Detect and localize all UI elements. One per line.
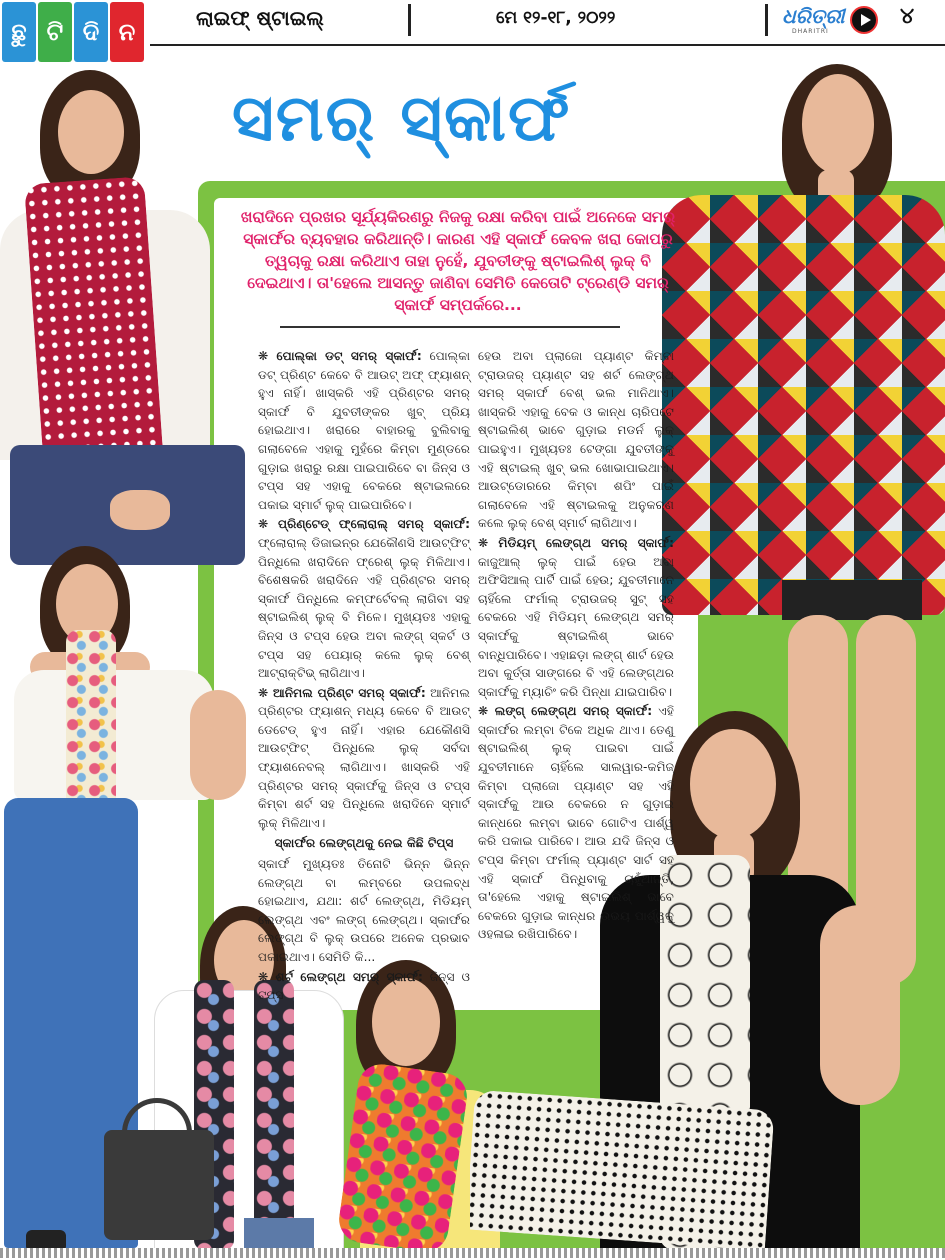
article-paragraph — [258, 684, 470, 833]
logo-tile: ଦି — [74, 2, 108, 62]
header-divider — [408, 4, 411, 36]
page-number: ୪ — [900, 4, 915, 29]
article-paragraph — [258, 968, 470, 1005]
article-paragraph: ହେଉ ଅବା ପ୍ଲାଜୋ ପ୍ୟାଣ୍ଟ କିମ୍ବା ଟ୍ରାଉଜର୍ ପ୍ୟାଣ୍ଟ ସହ ଶର୍ଟ ଲେଙ୍ଗ୍‌ଥ ସମର୍ ସ୍କାର୍ଫ ବେଶ୍ ଭଲ ମାନିଥାଏ। ଖାସ୍‌କରି ଏହାକୁ ବେକ ଓ କାନ୍ଧ ଚାରିପଟେ ଷ୍ଟାଇଲିଶ୍ ଭାବେ ଗୁଡ଼ାଇ ମଡର୍ନ ଲୁକ୍ ପାଇହୁଏ। ମୁଖ୍ୟତଃ ଟେଙ୍ଗା ଯୁବତୀଙ୍କୁ ଏହି ଷ୍ଟାଇଲ୍ ଖୁବ୍ ଭଲ ଖୋଭାପାଇଥାଏ। ଆଉଟ୍‌ଡୋରରେ କିମ୍ବା ଶପିଂ ପାଇଁ ଗଲାବେଳେ ଏହି ଷ୍ଟାଇଲକୁ ଅନୁକରଣ କଲେ ଲୁକ୍ ବେଶ୍ ସ୍ମାର୍ଟ ଲାଗିଥାଏ। — [478, 349, 674, 531]
paragraph-subhead: ❋ ଆନିମଲ ପ୍ରିଣ୍ଟ ସମର୍ ସ୍କାର୍ଫ: — [258, 685, 426, 700]
masthead — [0, 0, 945, 46]
page-footer-bars — [0, 1248, 945, 1258]
brand-logo: ଧରିତ୍ରୀ — [782, 4, 845, 28]
article-paragraph — [258, 515, 470, 682]
paragraph-text: ଆନିମଲ ପ୍ରିଣ୍ଟର ଫ୍ୟାଶନ୍ ମଧ୍ୟ କେବେ ବି ଆଉଟ୍ ଡେଟେଡ୍ ହୁଏ ନାହିଁ। ଏହାର ଯେକୌଣସି ଆଉଟ୍‌ଫିଟ୍ ପିନ୍ଧିଲେ ଲୁକ୍ ସର୍ବଦା ଫ୍ୟାଶନେବଲ୍ ଲାଗିଥାଏ। ଖାସ୍‌କରି ଏହି ପ୍ରିଣ୍ଟର ସମର୍ ସ୍କାର୍ଫକୁ ଜିନ୍ସ ଓ ଟପ୍ସ କିମ୍ବା ଶର୍ଟ ସହ ପିନ୍ଧିଲେ ଖରାଦିନେ ସ୍ମାର୍ଟ ଲୁକ୍ ମିଳିଥାଏ। — [258, 685, 471, 830]
article-paragraph — [478, 534, 674, 701]
article-paragraph — [478, 702, 674, 944]
article-intro: ଖରାଦିନେ ପ୍ରଖର ସୂର୍ଯ୍ୟକିରଣରୁ ନିଜକୁ ରକ୍ଷା କରିବା ପାଇଁ ଅନେକେ ସମର୍ ସ୍କାର୍ଫର ବ୍ୟବହାର କରିଥାନ୍ତି। କାରଣ ଏହି ସ୍କାର୍ଫ କେବଳ ଖରା କୋପରୁ ତ୍ୱଚାକୁ ରକ୍ଷା କରିଥାଏ ତାହା ନୁହେଁ, ଯୁବତୀଙ୍କୁ ଷ୍ଟାଇଲିଶ୍ ଲୁକ୍ ବି ଦେଇଥାଏ। ତା'ହେଲେ ଆସନ୍ତୁ ଜାଣିବା ସେମିତି କେତୋଟି ଟ୍ରେଣ୍ଡି ସମର୍ ସ୍କାର୍ଫ ସମ୍ପର୍କରେ... — [240, 208, 676, 314]
logo-tile: ଟି — [38, 2, 72, 62]
logo-tile: ନ — [110, 2, 144, 62]
paragraph-text: ପୋଲ୍କା ଡଟ୍ ପ୍ରିଣ୍ଟ କେବେ ବି ଆଉଟ୍ ଅଫ୍ ଫ୍ୟାଶନ୍ ହୁଏ ନାହିଁ। ଖାସ୍‌କରି ଏହି ପ୍ରିଣ୍ଟର ସମର୍ ସ୍କାର୍ଫ ବି ଯୁବତୀଙ୍କର ଖୁବ୍ ପ୍ରିୟ ହୋଇଥାଏ। ଖରାରେ ବାହାରକୁ ବୁଲିବାକୁ ଗଲାବେଳେ ଏହାକୁ ମୁହଁରେ କିମ୍ବା ମୁଣ୍ଡରେ ଗୁଡ଼ାଇ ଖରାରୁ ରକ୍ଷା ପାଇପାରିବେ ବା ଜିନ୍ସ ଓ ଟପ୍ସ ସହ ଏହାକୁ ବେକରେ ଷ୍ଟାଇଲରେ ପକାଇ ସ୍ମାର୍ଟ ଲୁକ୍ ପାଇପାରିବେ। — [258, 349, 470, 512]
article-column-right — [478, 347, 674, 945]
article-paragraph: ସ୍କାର୍ଫ ମୁଖ୍ୟତଃ ତିନୋଟି ଭିନ୍ନ ଭିନ୍ନ ଲେଙ୍ଗ୍‌ଥ ବା ଲମ୍ବରେ ଉପଲବ୍ଧ ହୋଇଥାଏ, ଯଥା: ଶର୍ଟ ଲେଙ୍ଗ୍‌ଥ, ମିଡିୟମ୍ ଲେଙ୍ଗ୍‌ଥ ଏବଂ ଲଙ୍ଗ୍ ଲେଙ୍ଗ୍‌ଥ। ସ୍କାର୍ଫର ଲେଙ୍ଗ୍‌ଥ ବି ଲୁକ୍ ଉପରେ ଅନେକ ପ୍ରଭାବ ପକାଇଥାଏ। ସେମିତି କି... — [258, 857, 470, 964]
article-column-left — [258, 347, 470, 1006]
section-name: ଲାଇଫ୍ ଷ୍ଟାଇଲ୍ — [196, 6, 324, 30]
paragraph-subhead: ❋ ମିଡିୟମ୍ ଲେଙ୍ଗ୍‌ଥ ସମର୍ ସ୍କାର୍ଫ: — [478, 535, 674, 550]
header-divider — [765, 4, 768, 36]
play-icon — [850, 6, 878, 34]
logo-tile: ଛୁ — [2, 2, 36, 62]
headline: ସମର୍ ସ୍କାର୍ଫ — [232, 82, 572, 156]
article-paragraph — [258, 347, 470, 514]
intro-divider — [280, 326, 620, 328]
tips-subhead: ସ୍କାର୍ଫର ଲେଙ୍ଗ୍‌ଥକୁ ନେଇ କିଛି ଟିପ୍ସ — [274, 836, 454, 851]
paragraph-subhead: ❋ ପୋଲ୍କା ଡଟ୍ ସମର୍ ସ୍କାର୍ଫ: — [258, 349, 422, 363]
paragraph-text: ଜିନ୍ସ ଓ ଟପ୍ସ — [258, 969, 470, 1003]
paragraph-text: ଫ୍ଲୋରାଲ୍ ଡିଜାଇନ୍‌ର ଯେକୌଣସି ଆଉଟ୍‌ଫିଟ୍ ପିନ୍ଧିଲେ ଖରାଦିନେ ଫ୍ରେଶ୍ ଲୁକ୍ ମିଳିଥାଏ। ବିଶେଷକରି ଖରାଦିନେ ଏହି ପ୍ରିଣ୍ଟର ସମର୍ ସ୍କାର୍ଫ ପିନ୍ଧିଲେ କମ୍ଫର୍ଟେବଲ୍ ଲାଗିବା ସହ ଷ୍ଟାଇଲିଶ୍ ଲୁକ୍ ବି ମିଳେ। ମୁଖ୍ୟତଃ ଏହାକୁ ଜିନ୍ସ ଓ ଟପ୍ସ ହେଉ ଅବା ଲଙ୍ଗ୍ ସ୍କର୍ଟ ଓ ଟପ୍ସ ସହ ପେୟାର୍ କଲେ ଲୁକ୍ ବେଶ୍ ଆଟ୍ରାକ୍ଟିଭ୍ ଲାଗିଥାଏ। — [258, 535, 470, 681]
header-rule — [150, 44, 945, 46]
model-photo-polka-scarf — [0, 60, 245, 565]
paragraph-text: କାଜୁଆଲ୍ ଲୁକ୍ ପାଇଁ ହେଉ ଅବା ଅଫିସିଆଲ୍ ପାର୍ଟି ପାଇଁ ହେଉ; ଯୁବତୀମାନେ ଚାହିଁଲେ ଫର୍ମାଲ୍ ଟ୍ରାଉଜର୍ ସୁଟ୍ ସହ ବେକରେ ଏହି ମିଡିୟମ୍ ଲେଙ୍ଗ୍‌ଥ ସମର୍ ସ୍କାର୍ଫକୁ ଷ୍ଟାଇଲିଶ୍ ଭାବେ ବାନ୍ଧିପାରିବେ। ଏହାଛଡ଼ା ଲଙ୍ଗ୍ ଶାର୍ଟ ହେଉ ଅବା କୁର୍ତ୍ତା ସାଙ୍ଗରେ ବି ଏହି ଲେଙ୍ଗ୍‌ଥର ସ୍କାର୍ଫକୁ ମ୍ୟାଚିଂ କରି ପିନ୍ଧା ଯାଇପାରିବ। — [478, 554, 674, 699]
paragraph-subhead: ❋ ପ୍ରିଣ୍ଟେଡ୍ ଫ୍ଲୋରାଲ୍ ସମର୍ ସ୍କାର୍ଫ: — [258, 517, 470, 532]
paragraph-subhead: ❋ ଲଙ୍ଗ୍ ଲେଙ୍ଗ୍‌ଥ ସମର୍ ସ୍କାର୍ଫ: — [478, 704, 653, 719]
logo-tiles — [2, 2, 144, 62]
issue-date: ମେ ୧୨-୧୮, ୨୦୨୨ — [496, 8, 616, 28]
paragraph-subhead: ❋ ଶର୍ଟ ଲେଙ୍ଗ୍‌ଥ ସମର୍ ସ୍କାର୍ଫ: — [258, 969, 423, 984]
brand-subtitle: DHARITRI — [792, 28, 829, 35]
paragraph-text: ଏହି ସ୍କାର୍ଫର ଲମ୍ବା ଟିକେ ଅଧିକ ଥାଏ। ତେଣୁ ଷ୍ଟାଇଲିଶ୍ ଲୁକ୍ ପାଇବା ପାଇଁ ଯୁବତୀମାନେ ଚାହିଁଲେ ସାଲୱାର-କମିଜ୍ କିମ୍ବା ପ୍ଲାଜୋ ପ୍ୟାଣ୍ଟ ସହ ଏହି ସ୍କାର୍ଫକୁ ଆଉ ବେକରେ ନ ଗୁଡ଼ାଇ କାନ୍ଧରେ ଲମ୍ବା ଭାବେ ଗୋଟିଏ ପାର୍ଶ୍ୱ କରି ପକାଇ ପାରିବେ। ଆଉ ଯଦି ଜିନ୍ସ ଓ ଟପ୍ସ କିମ୍ବା ଫର୍ମାଲ୍ ପ୍ୟାଣ୍ଟ ସାର୍ଟ ସହ ଏହି ସ୍କାର୍ଫ ପିନ୍ଧିବାକୁ ଚାହୁଁଥାନ୍ତି, ତା'ହେଲେ ଏହାକୁ ଷ୍ଟାଇଲିଶ୍ ଭାବେ ବେକରେ ଗୁଡ଼ାଇ କାନ୍ଧର ଉଭୟ ପାର୍ଶ୍ୱକୁ ଓହଳାଇ ରଖିପାରିବେ। — [478, 704, 674, 942]
